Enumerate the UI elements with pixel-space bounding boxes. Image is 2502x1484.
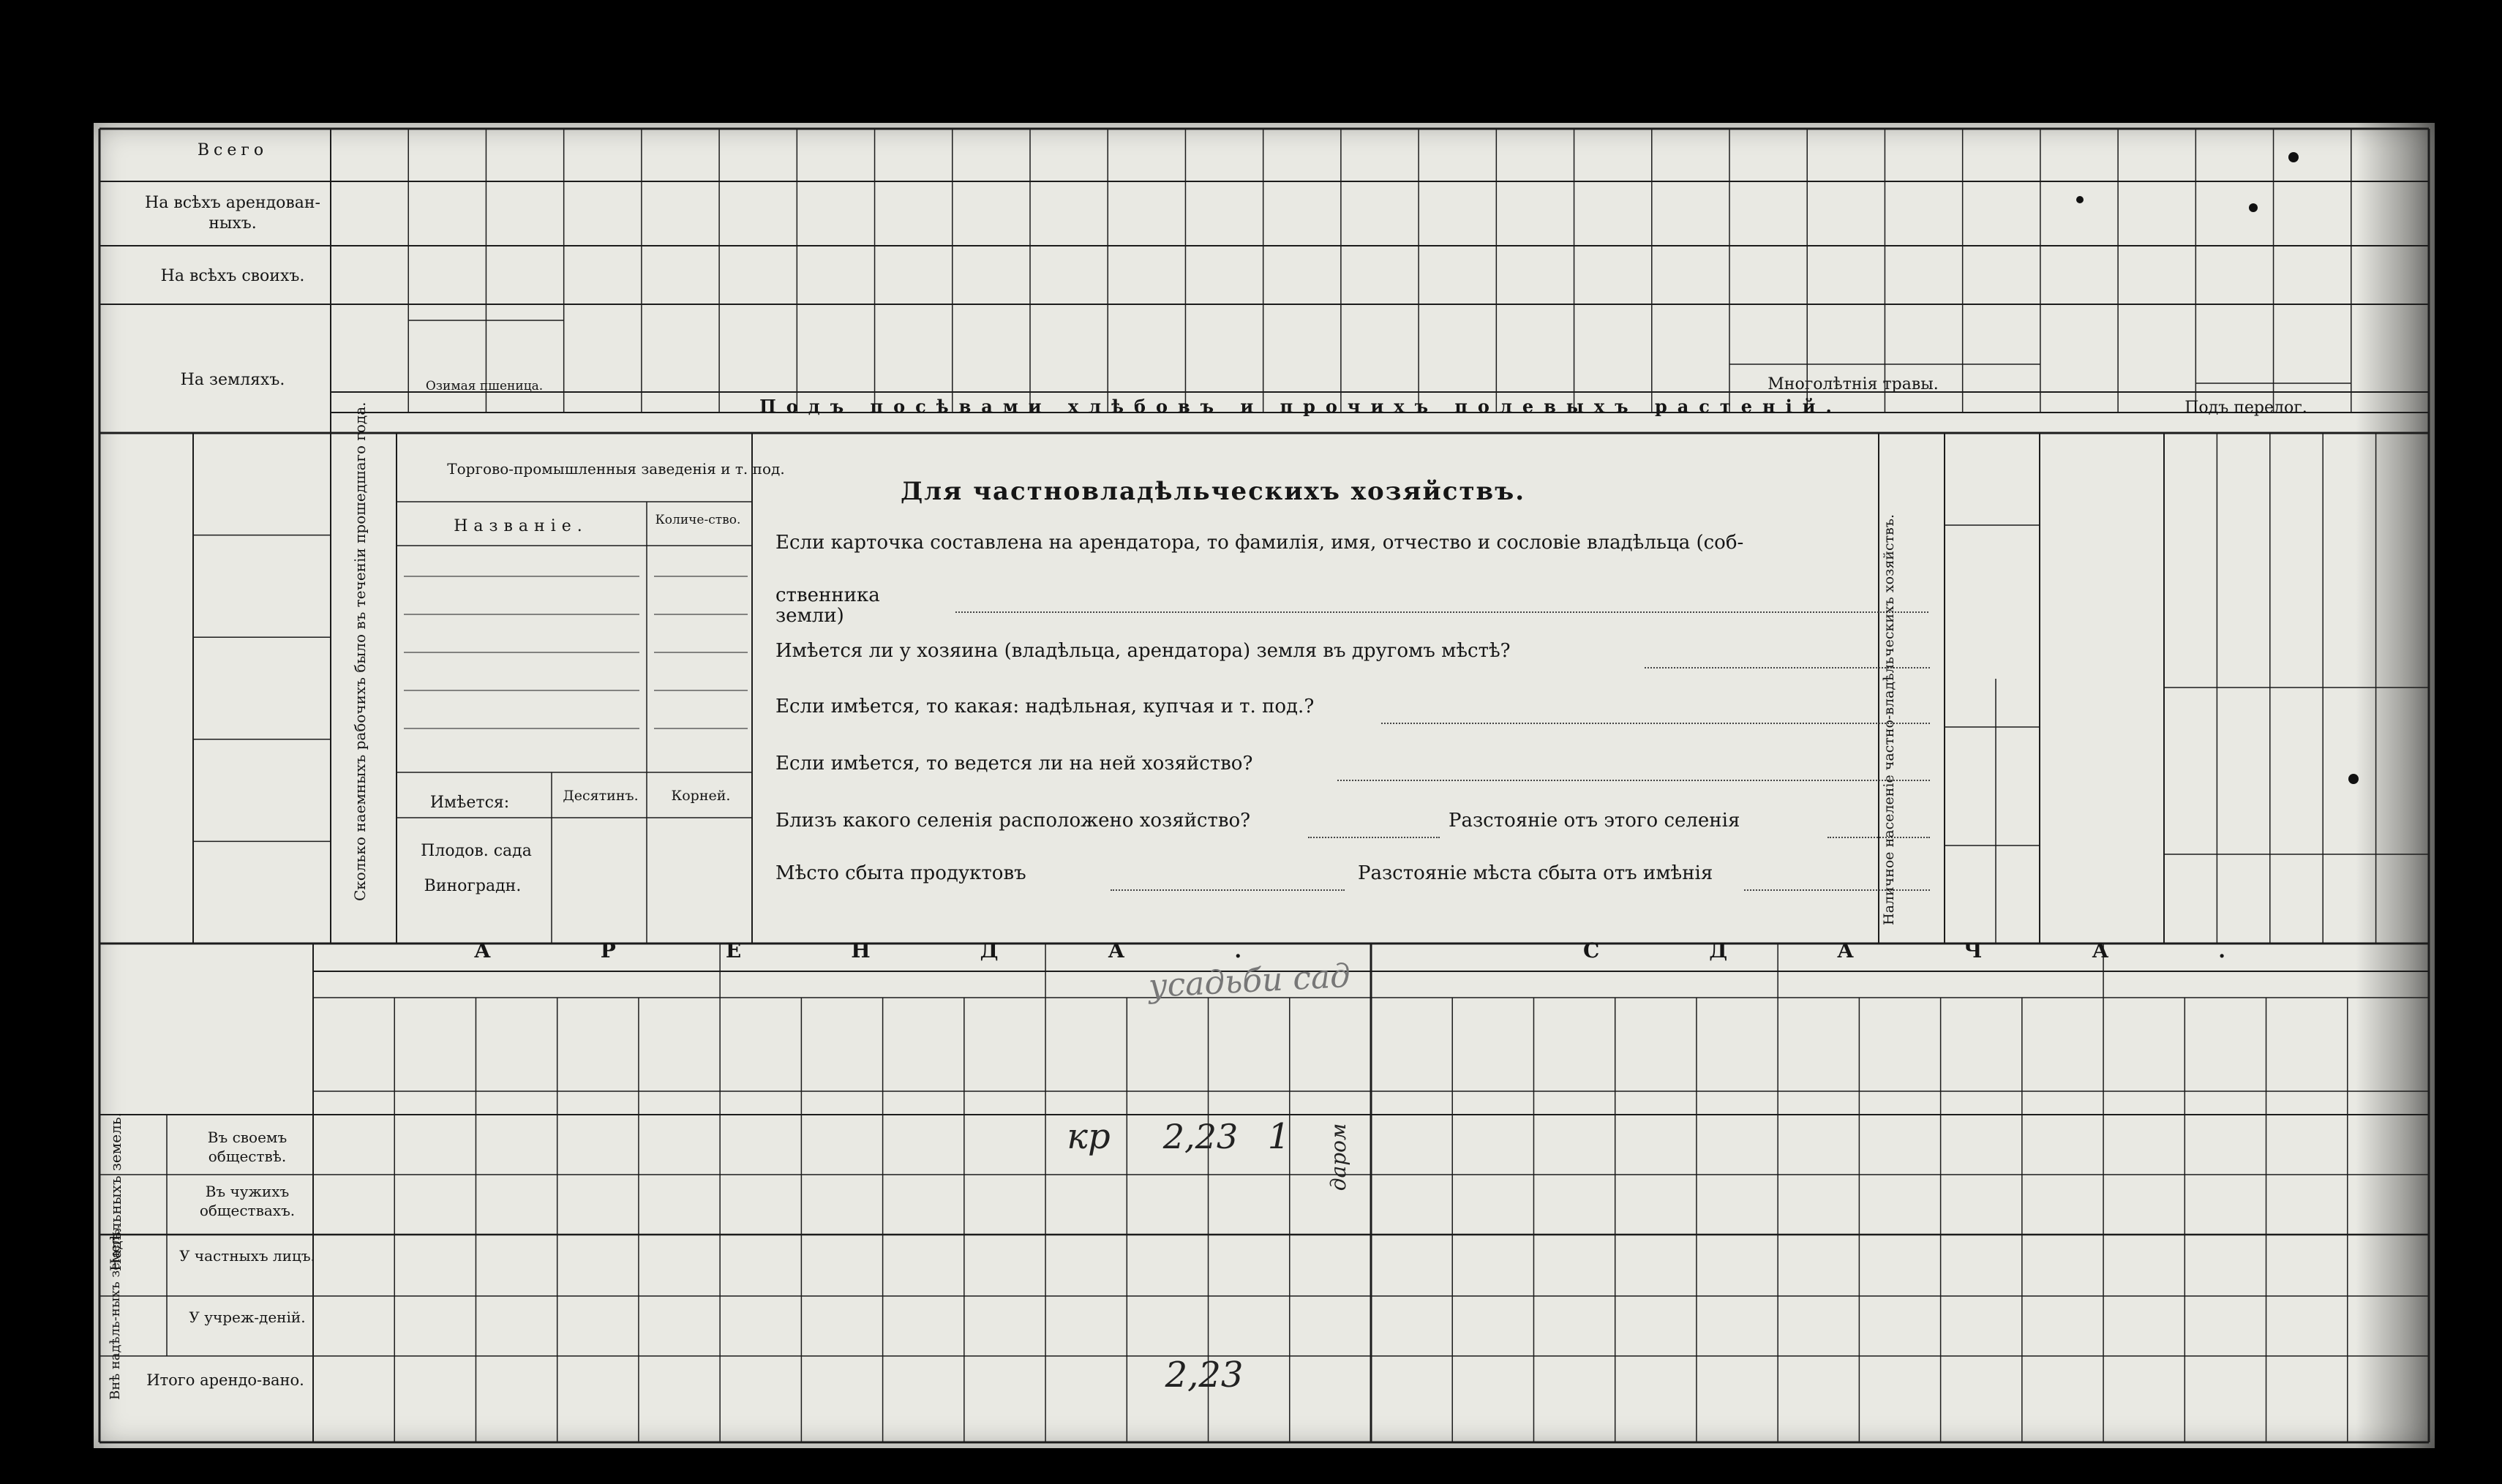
row-label-rented: На всѣхъ арендован-ныхъ. xyxy=(145,194,320,233)
form-line-village-distance: Разстояніе отъ этого селенія xyxy=(1449,810,1740,832)
table-grid xyxy=(94,123,2435,1448)
handwritten-total: 2,23 xyxy=(1165,1355,1244,1396)
owner-fill-line[interactable] xyxy=(955,611,1928,613)
perennial-group-label: Многолѣтнія травы. xyxy=(1767,375,1939,393)
form-line-owner-cont: ственника земли) xyxy=(775,584,880,627)
row-other-society: Въ чужихъ обществахъ. xyxy=(199,1183,296,1219)
handwritten-header-note: усадьби сад xyxy=(1147,957,1352,1006)
row-own-society: Въ своемъ обществѣ. xyxy=(207,1129,288,1165)
ink-spot xyxy=(2348,774,2359,784)
handwritten-term: 1 xyxy=(1267,1116,1291,1157)
market-distance-fill-line[interactable] xyxy=(1744,889,1930,891)
row-private-persons: У частныхъ лицъ. xyxy=(179,1247,315,1265)
form-line-market-distance: Разстояніе мѣста сбыта отъ имѣнія xyxy=(1358,862,1713,884)
desyatin-header: Десятинъ. xyxy=(563,788,639,804)
ink-spot xyxy=(2076,196,2084,203)
handwritten-terms-note: даром xyxy=(1326,1123,1350,1191)
trade-qty-header: Количе-ство. xyxy=(655,513,741,527)
row-label-total: Всего xyxy=(197,141,268,159)
arenda-banner: АРЕНДА. xyxy=(474,938,1352,963)
farming-fill-line[interactable] xyxy=(1337,780,1930,781)
form-title: Для частновладѣльческихъ хозяйствъ. xyxy=(900,477,1526,506)
trade-establishments-title: Торгово-промышленныя заведенія и т. под. xyxy=(447,460,785,478)
handwritten-quantity: 2,23 xyxy=(1162,1117,1239,1156)
form-line-market: Мѣсто сбыта продуктовъ xyxy=(775,862,1026,884)
hired-workers-caption: Сколько наемныхъ рабочихъ было въ теченіи прошедшаго года. xyxy=(351,402,369,901)
form-line-farming: Если имѣется, то ведется ли на ней хозяйство? xyxy=(775,753,1253,775)
village-fill-line[interactable] xyxy=(1308,837,1440,838)
form-line-village: Близъ какого селенія расположено хозяйство? xyxy=(775,810,1251,832)
row-label-lands: На земляхъ. xyxy=(180,371,285,389)
population-caption: Наличное населеніе частно-владѣльческихъ хозяйствъ. xyxy=(1881,514,1897,925)
ozimaya-group-label: Озимая пшеница. xyxy=(425,379,544,393)
market-fill-line[interactable] xyxy=(1111,889,1345,891)
ink-spot xyxy=(2288,152,2299,162)
trade-name-header: Названіе. xyxy=(454,517,588,535)
sowing-banner: Подъ посѣвами хлѣбовъ и прочихъ полевыхъ растеній. xyxy=(759,396,1842,417)
row-label-own: На всѣхъ своихъ. xyxy=(160,267,305,285)
sdacha-banner: СДАЧА. xyxy=(1582,938,2336,963)
imeetsya-label: Имѣется: xyxy=(429,794,510,812)
allotment-group-label: Надѣльныхъ земель. xyxy=(107,1112,124,1271)
non-allotment-group-label: Внѣ надѣль-ныхъ земель. xyxy=(108,1224,123,1400)
village-distance-fill-line[interactable] xyxy=(1827,837,1930,838)
korney-header: Корней. xyxy=(671,788,731,804)
vineyard-label: Виноградн. xyxy=(424,877,522,895)
form-line-land-type: Если имѣется, то какая: надѣльная, купчая и т. под.? xyxy=(775,696,1315,717)
row-institutions: У учреж-деній. xyxy=(189,1308,306,1326)
form-line-other-land: Имѣется ли у хозяина (владѣльца, арендатора) земля въ другомъ мѣстѣ? xyxy=(775,640,1511,662)
ink-spot xyxy=(2249,203,2258,212)
handwritten-who: кр xyxy=(1067,1116,1111,1157)
total-rented-label: Итого арендо-вано. xyxy=(146,1371,304,1389)
form-line-owner: Если карточка составлена на арендатора, то фамилія, имя, отчество и сословіе владѣльца (соб- xyxy=(775,532,1744,554)
fallow-group-label: Подъ перелог. xyxy=(2184,399,2307,417)
land-type-fill-line[interactable] xyxy=(1381,723,1930,724)
orchard-label: Плодов. сада xyxy=(421,842,532,860)
census-sheet xyxy=(94,123,2435,1448)
